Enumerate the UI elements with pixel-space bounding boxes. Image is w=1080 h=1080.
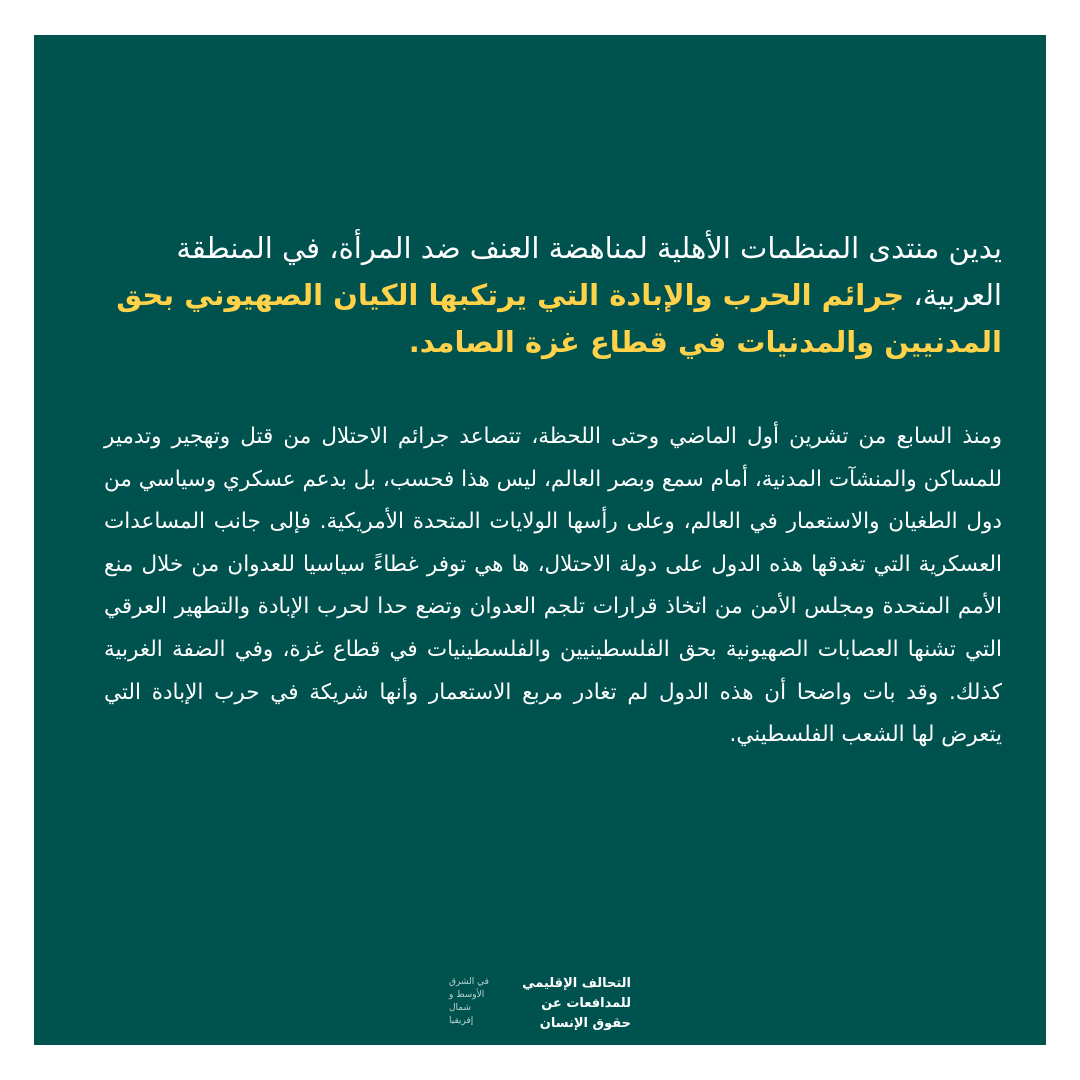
logo-side-4: إفريقيا [449,1016,474,1026]
statement-panel [34,35,1046,1045]
body-paragraph: ومنذ السابع من تشرين أول الماضي وحتى اللحظة، تتصاعد جرائم الاحتلال من قتل وتهجير وتدمير للمساكن والمنشآت المدنية، أمام سمع وبصر العالم، ليس هذا فحسب، بل بدعم عسكري وسياسي من دول الطغيان والاستعمار في العالم، وعلى رأسها الولايات المتحدة الأمريكية. فإلى جانب المساعدات العسكرية التي تغدقها هذه الدول على دولة الاحتلال، ها هي توفر غطاءً سياسيا للعدوان من خلال منع الأمم المتحدة ومجلس الأمن من اتخاذ قرارات تلجم العدوان وتضع حدا لحرب الإبادة والتطهير العرقي التي تشنها العصابات الصهيونية بحق الفلسطينيين والفلسطينيات في قطاع غزة، وفي الضفة الغربية كذلك. وقد بات واضحا أن هذه الدول لم تغادر مربع الاستعمار وأنها شريكة في حرب الإبادة التي يتعرض لها الشعب الفلسطيني. [104,424,1002,748]
intro-text: يدين منتدى المنظمات الأهلية لمناهضة العنف ضد المرأة، في المنطقة العربية، [176,231,1002,312]
logo-side-1: في الشرق [449,977,489,987]
logo-side-3: شمال [449,1003,472,1013]
logo-line-1: التحالف الإقليمي [522,976,631,991]
logo-line-3: حقوق الإنسان [539,1016,631,1031]
logo-side-2: الأوسط و [449,990,485,1000]
coalition-logo [449,972,631,1034]
logo-line-2: للمدافعات عن [541,996,631,1011]
intro-statement [104,225,1002,366]
intro-highlight: جرائم الحرب والإبادة التي يرتكبها الكيان الصهيوني بحق المدنيين والمدنيات في قطاع غزة الصامد. [116,278,1002,359]
